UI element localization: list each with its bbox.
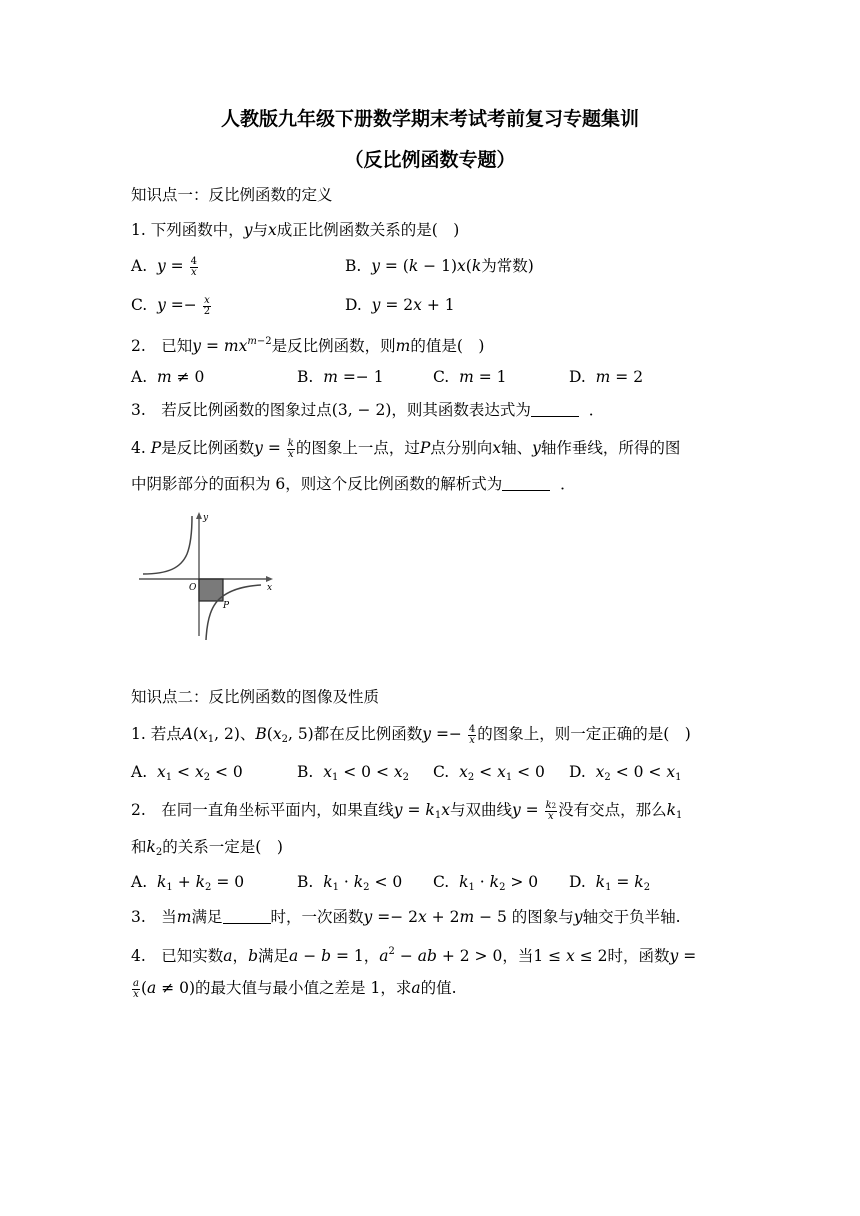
s1-q1-option-b: B. y = (k − 1)x(k为常数)	[345, 257, 534, 275]
x-axis-arrow	[266, 576, 273, 582]
point-p-label: P	[223, 601, 230, 611]
origin-label: O	[189, 583, 197, 593]
s1-q2-option-a: A. m ≠ 0	[131, 368, 205, 386]
y-axis-arrow	[196, 512, 202, 519]
hyperbola-branch-left	[143, 516, 192, 574]
s2-q1-stem: 1. 若点$A(x_1$, 2)、$B(x_2$, 5)都在反比例函数y =− $\frac{4}{x}$ 的图象上，则一定正确的是( )	[131, 723, 691, 746]
axis-label-x: x	[267, 583, 273, 593]
hyperbola-figure	[133, 508, 279, 644]
s2-q2-option-a: A. $k_1 + k_2 = 0$	[131, 873, 245, 893]
s2-q2-option-b: B. $k_1 \cdot k_2 < 0$	[297, 873, 403, 893]
s1-q1-option-a: A. y = $\frac{4}{x}$	[131, 255, 197, 278]
s2-q2-option-c: C. $k_1 \cdot k_2 > 0$	[433, 873, 539, 893]
answer-blank	[223, 909, 271, 924]
s2-q4-line2: $\frac{a}{x}$ (a ≠ 0)的最大值与最小值之差是 1，求a的值.	[133, 977, 457, 1000]
s2-q3-stem: 3. 当m满足 时，一次函数y =− 2x + 2m − 5 的图象与y轴交于负半轴.	[131, 908, 681, 926]
section1-heading: 知识点一：反比例函数的定义	[131, 186, 333, 204]
s2-q2-line1: 2. 在同一直角坐标平面内，如果直线$y = k_1x$与双曲线y = $\frac{k2}{x}$ 没有交点，那么$k_1$	[131, 799, 683, 822]
s1-q2-option-c: C. m = 1	[433, 368, 507, 386]
s1-q1-option-d: D. y = 2x + 1	[345, 296, 455, 314]
page-title: 人教版九年级下册数学期末考试考前复习专题集训	[220, 108, 639, 130]
s1-q2-option-b: B. m =− 1	[297, 368, 384, 386]
s2-q1-option-a: A. $x_1 < x_2 < 0$	[131, 763, 243, 783]
s2-q1-option-c: C. $x_2 < x_1 < 0$	[433, 763, 545, 783]
s1-q1-option-c: C. y =− $\frac{x}{2}$	[131, 294, 211, 317]
s2-q4-line1: 4. 已知实数a，b满足a − b = 1，$a^2$ − ab + 2 > 0，当1 ≤ x ≤ 2时，函数y =	[131, 946, 697, 965]
page-subtitle: （反比例函数专题）	[344, 149, 516, 171]
axis-label-y: y	[203, 513, 209, 523]
s1-q4-line2: 中阴影部分的面积为 6，则这个反比例函数的解析式为 ．	[131, 475, 576, 493]
s1-q2-stem: 2. 已知$y = mx^{m-2}$是反比例函数，则m的值是( )	[131, 336, 485, 355]
s2-q1-option-b: B. $x_1 < 0 < x_2$	[297, 763, 409, 783]
s1-q2-option-d: D. m = 2	[569, 368, 644, 386]
answer-blank	[502, 476, 550, 491]
s2-q1-option-d: D. $x_2 < 0 < x_1$	[569, 763, 682, 783]
answer-blank	[531, 402, 579, 417]
s2-q2-line2: 和$k_2$的关系一定是( )	[131, 838, 283, 858]
section2-heading: 知识点二：反比例函数的图像及性质	[131, 688, 380, 706]
s1-q3-stem: 3. 若反比例函数的图象过点(3, − 2)，则其函数表达式为 ．	[131, 401, 605, 419]
s2-q2-option-d: D. $k_1 = k_2$	[569, 873, 651, 893]
s1-q4-line1: 4. P是反比例函数y = $\frac{k}{x}$ 的图象上一点，过P点分别向x轴、y轴作垂线，所得的图	[131, 437, 681, 460]
shaded-rectangle	[199, 579, 223, 601]
s1-q1-stem: 1. 下列函数中，y与x成正比例函数关系的是( )	[131, 221, 460, 239]
